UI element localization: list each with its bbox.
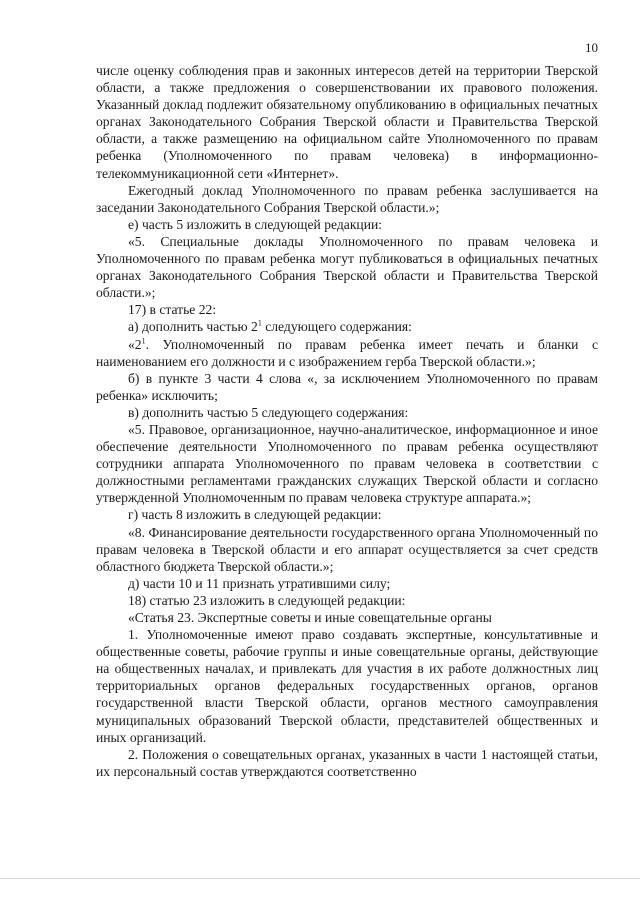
paragraph-p4 [96, 233, 598, 301]
page-number: 10 [585, 40, 598, 55]
paragraph-text: . Уполномоченный по правам ребенка имеет печать и бланки с наименованием его должности и с изображением герба Тверской области.»; [96, 336, 598, 369]
paragraph-p12 [96, 524, 598, 575]
paragraph-text: «Статья 23. Экспертные советы и иные совещательные органы [128, 610, 492, 625]
superscript: 1 [141, 335, 146, 345]
paragraph-text: д) части 10 и 11 признать утратившими силу; [128, 575, 391, 591]
paragraph-text: 18) статью 23 изложить в следующей редакции: [128, 592, 406, 608]
paragraph-p1 [96, 62, 598, 182]
document-body [96, 62, 598, 780]
paragraph-text: «8. Финансирование деятельности государственного органа Уполномоченный по правам человека в Тверской области и его аппарат осуществляется за счет средств областного бюджета Тверской области.»; [96, 524, 598, 574]
paragraph-p8 [96, 370, 598, 404]
paragraph-p17 [96, 746, 598, 780]
paragraph-p6 [96, 318, 598, 335]
paragraph-text: 17) в статье 22: [128, 302, 217, 318]
paragraph-text: 2. Положения о совещательных органах, указанных в части 1 настоящей статьи, их персональный состав утверждаются соответственно [96, 746, 598, 779]
paragraph-text: следующего содержания: [261, 319, 412, 335]
superscript: 1 [257, 318, 262, 328]
paragraph-text: «2 [128, 336, 142, 352]
paragraph-text: 1. Уполномоченные имеют право создавать экспертные, консультативные и общественные советы, рабочие группы и иные совещательные органы, действующие на общественных началах, и привлекать для участия в их работе должностных лиц территориальных органов федеральных государственных органов, органов государственной власти Тверской области, органов местного самоуправления муниципальных образований Тверской области, представителей общественных и иных организаций. [96, 627, 598, 745]
paragraph-p7 [96, 336, 598, 370]
paragraph-p3 [96, 216, 598, 233]
paragraph-text: «5. Специальные доклады Уполномоченного по правам человека и Уполномоченного по правам ребенка могут публиковаться в официальных печатных органах Законодательного Собрания Тверской области и Правительства Тверской области.»; [96, 233, 598, 301]
paragraph-p5 [96, 301, 598, 318]
paragraph-p2 [96, 182, 598, 216]
page-bottom-rule [0, 878, 640, 879]
paragraph-p15 [96, 609, 598, 626]
paragraph-text: а) дополнить частью 2 [128, 319, 258, 335]
paragraph-p11 [96, 506, 598, 523]
paragraph-text: в) дополнить частью 5 следующего содержания: [128, 404, 409, 420]
paragraph-p13 [96, 575, 598, 592]
paragraph-p9 [96, 404, 598, 421]
paragraph-text: числе оценку соблюдения прав и законных интересов детей на территории Тверской области, а также предложения о совершенствовании их правового положения. Указанный доклад подлежит обязательному опубликованию в официальных печатных органах Законодательного Собрания Тверской области и Правительства Тверской области, а также размещению на официальном сайте Уполномоченного по правам ребенка (Уполномоченного по правам человека) в информационно-телекоммуникационной сети «Интернет». [96, 63, 598, 181]
paragraph-text: е) часть 5 изложить в следующей редакции: [128, 216, 383, 232]
paragraph-text: г) часть 8 изложить в следующей редакции: [128, 507, 382, 523]
paragraph-p14 [96, 592, 598, 609]
paragraph-p10 [96, 421, 598, 506]
paragraph-text: б) в пункте 3 части 4 слова «, за исключением Уполномоченного по правам ребенка» исключить; [96, 370, 598, 403]
paragraph-text: Ежегодный доклад Уполномоченного по правам ребенка заслушивается на заседании Законодательного Собрания Тверской области.»; [96, 182, 598, 215]
paragraph-p16 [96, 626, 598, 746]
paragraph-text: «5. Правовое, организационное, научно-аналитическое, информационное и иное обеспечение деятельности Уполномоченного по правам ребенка осуществляют сотрудники аппарата Уполномоченного по правам человека в соответствии с должностными регламентами гражданских служащих Тверской области и согласно утвержденной Уполномоченным по правам человека структуре аппарата.»; [96, 421, 598, 506]
